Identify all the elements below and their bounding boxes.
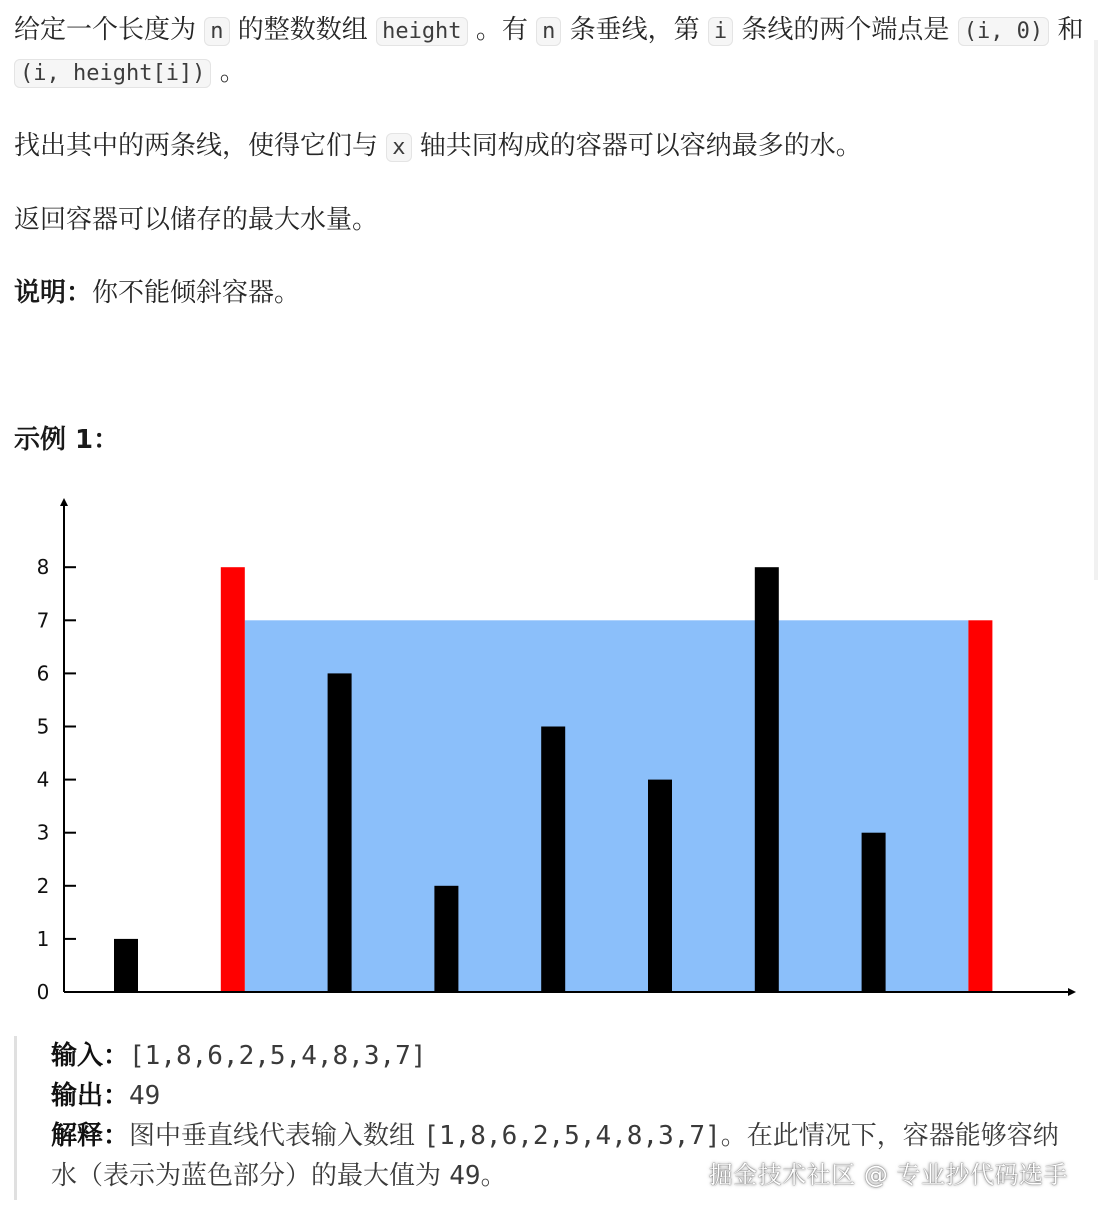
text: 给定一个长度为 [14,15,197,45]
bar [755,567,779,992]
note-text: 你不能倾斜容器。 [92,278,301,308]
x-axis-arrow [1068,988,1076,996]
problem-description [14,0,1084,461]
container-chart [0,492,1098,1012]
output-label: 输出： [51,1081,130,1111]
example-title [14,420,1084,461]
note [14,273,1084,314]
text: 轴共同构成的容器可以容纳最多的水。 [419,131,862,161]
bar [648,780,672,992]
input-line [51,1036,1084,1076]
y-tick-label: 7 [36,608,50,633]
bar [434,886,458,992]
text: 和 [1057,15,1084,45]
water-area [245,620,969,992]
bar [541,727,565,993]
code-n: n [536,17,561,46]
paragraph-2 [14,126,1084,168]
watermark: 掘金技术社区 @ 专业抄代码选手 [708,1161,1068,1189]
scrollbar-track[interactable] [1094,40,1098,580]
code-point-top: (i, height[i]) [14,59,211,88]
y-tick-label: 5 [36,714,50,739]
y-tick-label: 2 [36,873,50,898]
y-tick-label: 1 [36,926,50,951]
y-tick-label: 8 [36,555,50,580]
code-height: height [376,17,467,46]
bar [114,939,138,992]
code-point-bottom: (i, 0) [958,17,1049,46]
input-value: [1,8,6,2,5,4,8,3,7] [129,1041,427,1071]
text: 。 [219,57,246,87]
bar-highlighted [221,567,245,992]
explain-end: 。 [480,1161,507,1191]
note-label: 说明： [14,278,93,308]
explain-label: 解释： [51,1121,130,1151]
explain-array: [1,8,6,2,5,4,8,3,7] [423,1121,721,1151]
code-n: n [204,17,229,46]
y-tick-label: 4 [36,767,50,792]
y-axis-arrow [60,498,68,506]
code-i: i [708,17,733,46]
text: 的整数数组 [237,15,368,45]
text: 条垂线，第 [569,15,700,45]
y-tick-label: 3 [36,820,50,845]
y-tick-label: 0 [36,980,50,1004]
text: 条线的两个端点是 [741,15,950,45]
explain-text: 图中垂直线代表输入数组 [129,1121,416,1151]
y-tick-label: 6 [36,661,50,686]
output-value: 49 [129,1081,161,1111]
input-label: 输入： [51,1041,130,1071]
paragraph-1 [14,10,1084,94]
text: 。有 [475,15,528,45]
paragraph-3: 返回容器可以储存的最大水量。 [14,205,379,235]
explain-text: 。在此情况下，容器能够容纳水（表示为蓝色部分）的最大值为 [51,1121,1059,1191]
bar-highlighted [968,620,992,992]
bar [862,833,886,992]
output-line [51,1076,1084,1116]
text: 找出其中的两条线，使得它们与 [14,131,379,161]
explain-answer: 49 [449,1161,481,1191]
example-title-text: 示例 1： [14,425,120,455]
code-x: x [386,133,411,162]
bar [328,673,352,992]
